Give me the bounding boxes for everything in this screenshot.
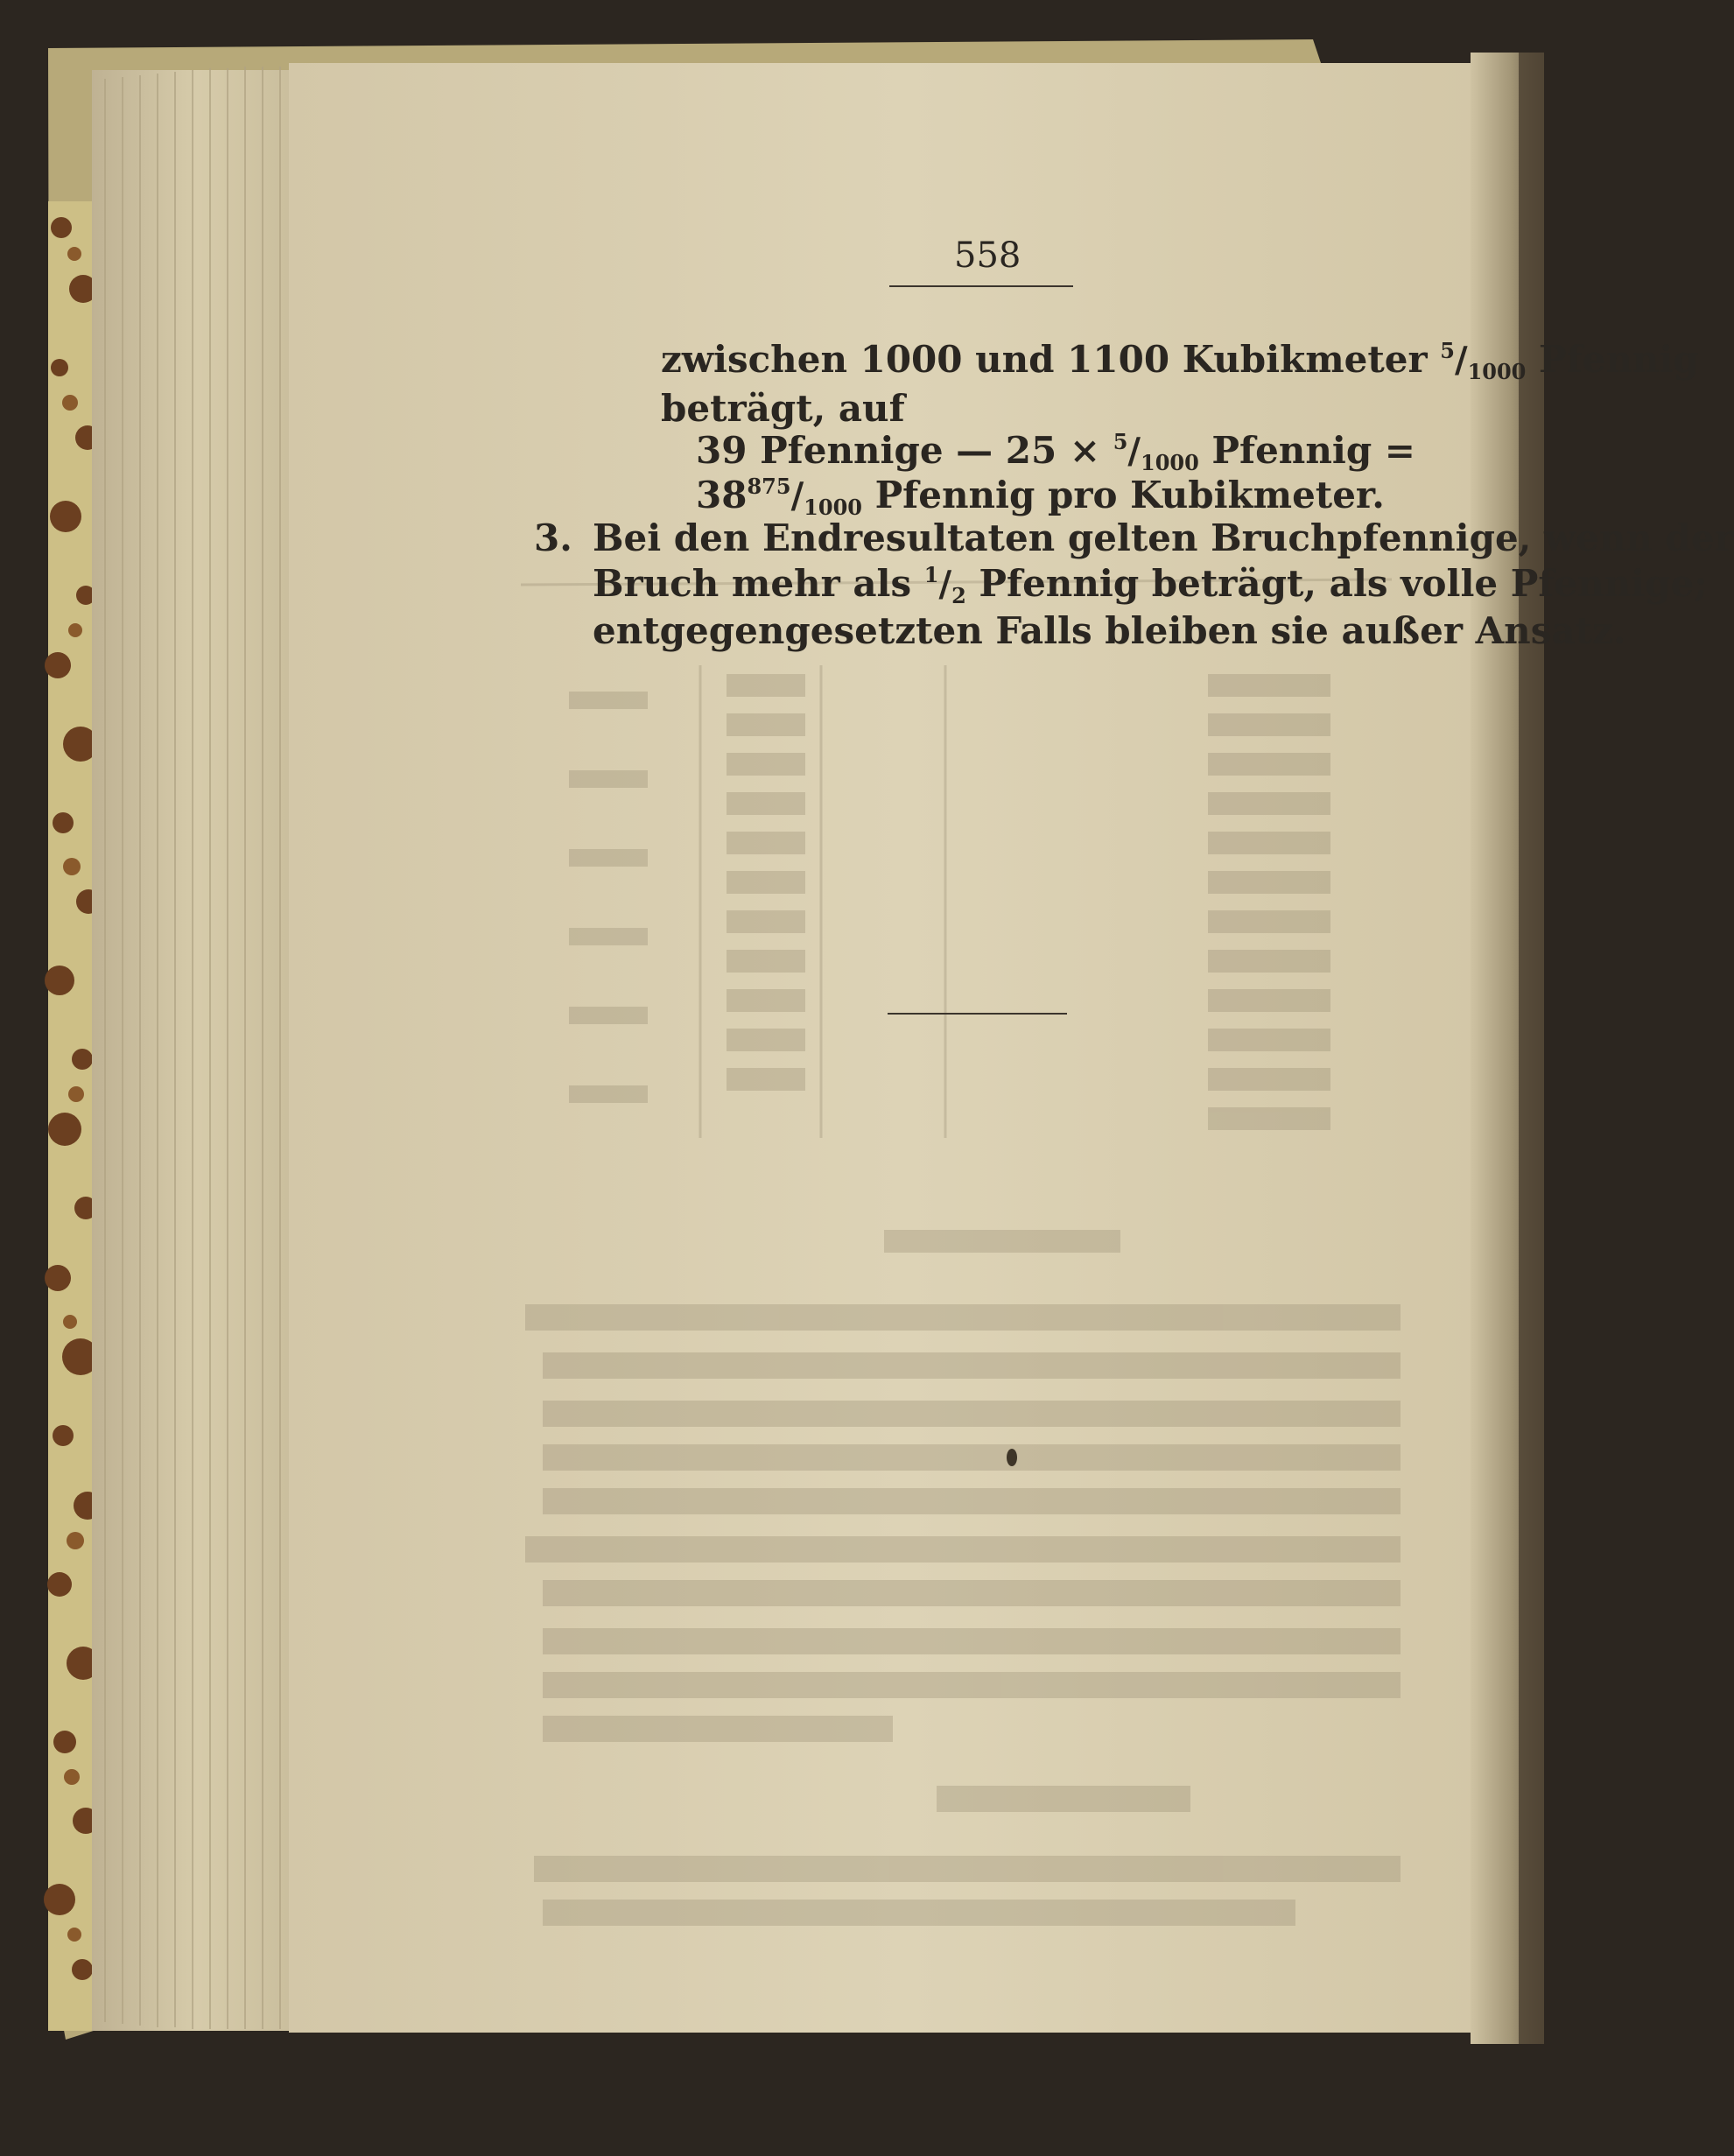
note-3-number: 3. bbox=[534, 516, 572, 559]
page-number-rule bbox=[889, 285, 1073, 287]
fraction-1-2: $^1/_2$ bbox=[923, 562, 966, 608]
fraction-5-1000: $^5/_{1000}$ bbox=[1440, 338, 1527, 384]
note-3-line-3: entgegengesetzten Falls bleiben sie außer Ansatz. bbox=[593, 609, 1626, 652]
calculation-line-2 bbox=[696, 474, 1385, 520]
continuation-line-1 bbox=[661, 338, 1699, 384]
section-end-rule bbox=[888, 1013, 1067, 1015]
calc-text-b: Pfennig = bbox=[1198, 429, 1415, 472]
continuation-text-b: Pfennig bbox=[1526, 338, 1699, 381]
page-number: 558 bbox=[954, 235, 1021, 276]
fraction-numerator: 875 bbox=[747, 474, 791, 499]
calc-whole: 38 bbox=[696, 474, 748, 516]
fraction-numerator: 5 bbox=[1440, 338, 1455, 363]
calculation-line-1 bbox=[696, 429, 1415, 475]
fraction-875-1000: $^{875}/_{1000}$ bbox=[747, 474, 862, 520]
note-text-b: Pfennig beträgt, als volle Pfennige; bbox=[965, 562, 1708, 605]
continuation-line-2: beträgt, auf bbox=[661, 387, 905, 430]
fraction-numerator: 1 bbox=[923, 562, 939, 587]
fraction-denominator: 2 bbox=[951, 583, 966, 608]
fraction-denominator: 1000 bbox=[1141, 450, 1199, 475]
fraction-5-1000: $^5/_{1000}$ bbox=[1113, 429, 1199, 475]
note-text-a: Bruch mehr als bbox=[593, 562, 924, 605]
fraction-denominator: 1000 bbox=[804, 495, 862, 520]
continuation-text-a: zwischen 1000 und 1100 Kubikmeter bbox=[661, 338, 1441, 381]
note-3-line-1: Bei den Endresultaten gelten Bruchpfennige, wenn der bbox=[593, 516, 1734, 559]
fraction-numerator: 5 bbox=[1113, 429, 1128, 454]
note-3-line-2 bbox=[593, 562, 1708, 608]
fraction-denominator: 1000 bbox=[1467, 359, 1527, 384]
calc-text-a: 39 Pfennige — 25 × bbox=[696, 429, 1113, 472]
calc-text-c: Pfennig pro Kubikmeter. bbox=[861, 474, 1385, 516]
ink-speck bbox=[1007, 1449, 1017, 1466]
